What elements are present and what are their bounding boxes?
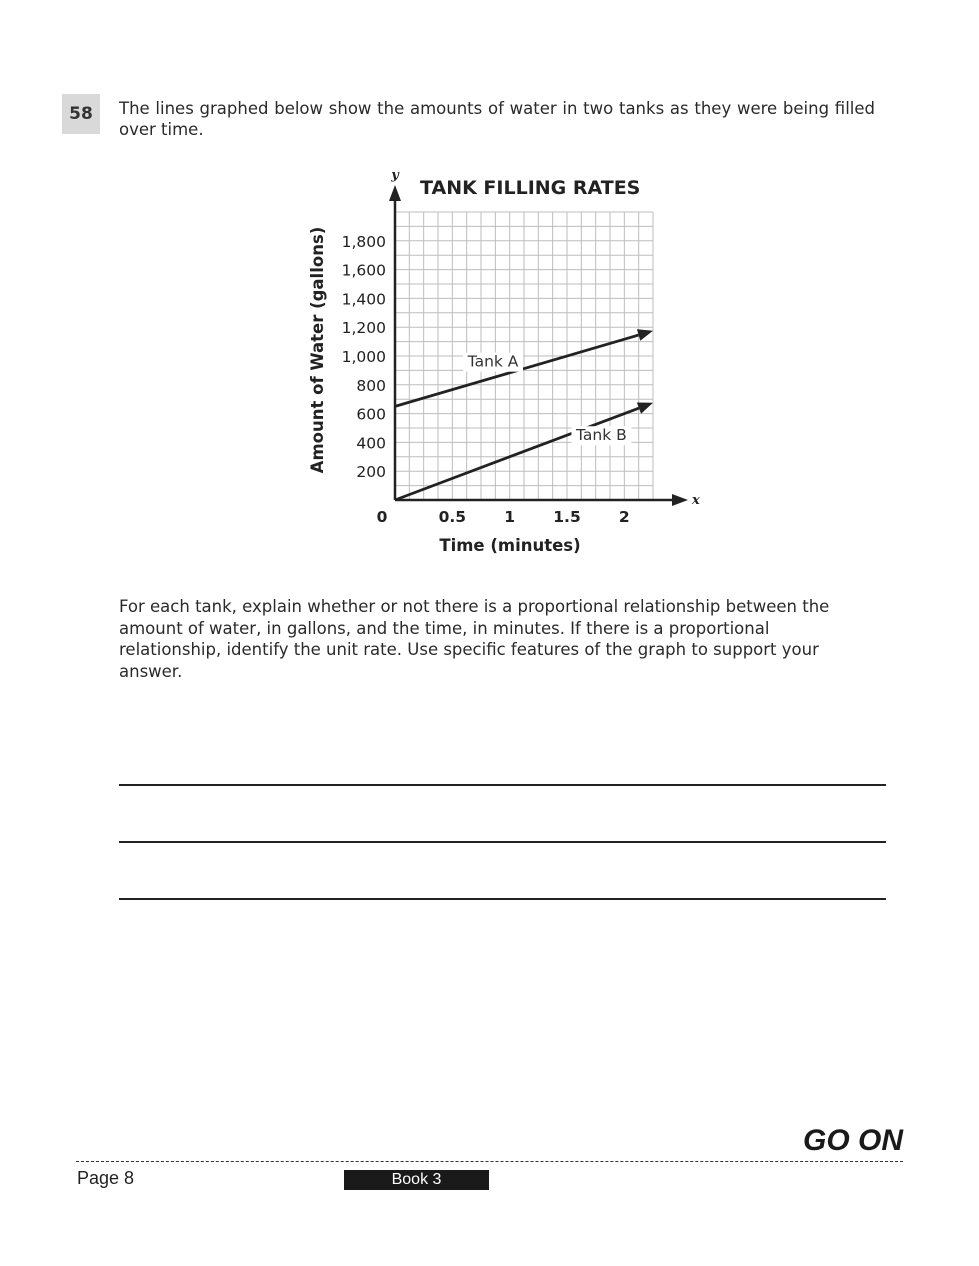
- tank-filling-chart: [300, 165, 720, 565]
- answer-line-1[interactable]: [119, 784, 886, 786]
- y-tick-label: 1,000: [341, 348, 386, 366]
- series-label: Tank B: [576, 426, 627, 445]
- answer-line-2[interactable]: [119, 841, 886, 843]
- y-tick-label: 1,600: [341, 261, 386, 280]
- y-tick-label: 1,200: [341, 319, 386, 338]
- x-tick-label: 1.5: [553, 508, 581, 526]
- question-prompt: For each tank, explain whether or not there is a proportional relationship between the amount of water, in gallons, and the time, in minutes. If there is a proportional relationship, identify the unit rate. Use specific features of the graph to support your answer.: [119, 597, 830, 681]
- y-tick-label: 400: [356, 434, 386, 453]
- series-arrow: [637, 329, 653, 341]
- page-number: Page 8: [77, 1168, 135, 1188]
- x-axis-symbol: x: [692, 493, 700, 508]
- origin-label: 0: [376, 508, 388, 526]
- series-arrow: [637, 402, 653, 413]
- x-tick-label: 2: [618, 508, 630, 526]
- y-tick-label: 1,800: [341, 232, 386, 251]
- y-axis-arrow: [389, 185, 401, 201]
- question-number: 58: [62, 94, 100, 134]
- y-tick-label: 800: [356, 376, 386, 395]
- y-tick-label: 600: [356, 405, 386, 424]
- x-tick-label: 1: [504, 508, 516, 526]
- y-axis-label: Amount of Water (gallons): [308, 226, 327, 474]
- footer-divider: [76, 1161, 903, 1162]
- y-axis-symbol: y: [391, 168, 399, 183]
- question-text: The lines graphed below show the amounts of water in two tanks as they were being filled over time.: [119, 99, 875, 139]
- go-on-label: GO ON: [802, 1124, 903, 1157]
- series-label: Tank A: [467, 352, 519, 371]
- y-tick-label: 1,400: [341, 290, 386, 309]
- answer-line-3[interactable]: [119, 898, 886, 900]
- x-tick-label: 0.5: [438, 508, 467, 526]
- book-label: Book 3: [344, 1170, 489, 1190]
- series-line-tank-b: [395, 408, 639, 500]
- x-axis-label: Time (minutes): [439, 536, 581, 555]
- x-axis-arrow: [672, 494, 688, 506]
- y-tick-label: 200: [356, 463, 386, 482]
- chart-title: TANK FILLING RATES: [420, 177, 641, 199]
